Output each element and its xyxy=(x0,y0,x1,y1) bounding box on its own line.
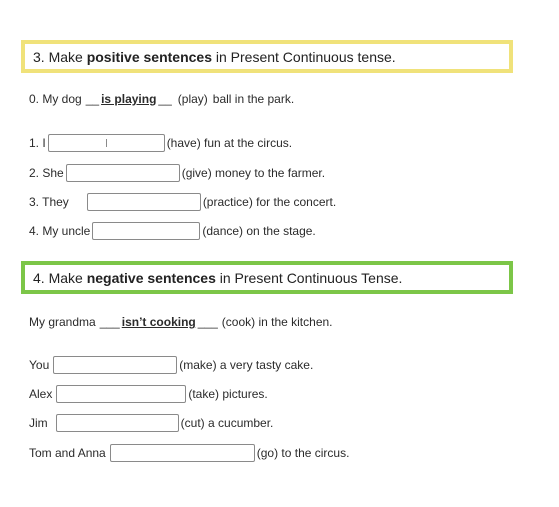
example-end: ball in the park. xyxy=(212,92,295,106)
example-start: My grandma xyxy=(29,315,96,329)
answer-input[interactable] xyxy=(56,385,186,403)
answer-input[interactable] xyxy=(53,356,177,374)
example-answer: isn’t cooking xyxy=(121,315,196,329)
task4-number: 4. xyxy=(33,269,45,286)
example-start: 0. My dog xyxy=(29,92,82,106)
task3-item-3 xyxy=(29,192,336,212)
item-start: Alex xyxy=(29,387,53,401)
item-hint: (practice) for the concert. xyxy=(202,195,337,209)
example-answer-line: ___ isn’t cooking ___ xyxy=(99,315,218,329)
task3-emphasis: positive sentences xyxy=(86,48,212,65)
answer-input[interactable] xyxy=(92,222,200,240)
task4-suffix: in Present Continuous Tense. xyxy=(219,269,403,286)
task4-item-2 xyxy=(29,384,268,404)
example-answer-line: __ is playing __ xyxy=(85,92,172,106)
item-start: Jim xyxy=(29,416,48,430)
task4-item-1 xyxy=(29,355,313,375)
item-start: Tom and Anna xyxy=(29,446,106,460)
item-start: 1. I xyxy=(29,136,46,150)
task3-number: 3. xyxy=(33,48,45,65)
answer-input[interactable] xyxy=(66,164,180,182)
item-hint: (dance) on the stage. xyxy=(202,224,316,238)
task3-suffix: in Present Continuous tense. xyxy=(215,48,396,65)
task4-emphasis: negative sentences xyxy=(86,269,216,286)
example-hint: (play) xyxy=(177,92,208,106)
answer-input[interactable] xyxy=(48,134,165,152)
item-hint: (make) a very tasty cake. xyxy=(179,358,314,372)
item-hint: (give) money to the farmer. xyxy=(181,166,326,180)
answer-input[interactable] xyxy=(87,193,201,211)
example-answer: is playing xyxy=(101,92,157,106)
answer-input[interactable] xyxy=(56,414,179,432)
item-start: 3. They xyxy=(29,195,69,209)
task3-prefix: Make xyxy=(48,48,83,65)
task4-item-4 xyxy=(29,443,349,463)
item-start: You xyxy=(29,358,50,372)
task4-prefix: Make xyxy=(48,269,83,286)
item-start: 4. My uncle xyxy=(29,224,91,238)
text-cursor xyxy=(106,139,107,147)
answer-input[interactable] xyxy=(110,444,255,462)
task3-example xyxy=(29,89,294,109)
task4-item-3 xyxy=(29,413,273,433)
task3-instruction xyxy=(21,40,513,73)
item-hint: (take) pictures. xyxy=(188,387,268,401)
task4-example xyxy=(29,312,333,332)
item-start: 2. She xyxy=(29,166,64,180)
task3-item-2 xyxy=(29,163,325,183)
item-hint: (have) fun at the circus. xyxy=(166,136,293,150)
task3-item-4 xyxy=(29,221,316,241)
task4-instruction xyxy=(21,261,513,294)
item-hint: (go) to the circus. xyxy=(256,446,350,460)
item-hint: (cut) a cucumber. xyxy=(180,416,274,430)
task3-item-1 xyxy=(29,133,292,153)
example-end: (cook) in the kitchen. xyxy=(221,315,333,329)
